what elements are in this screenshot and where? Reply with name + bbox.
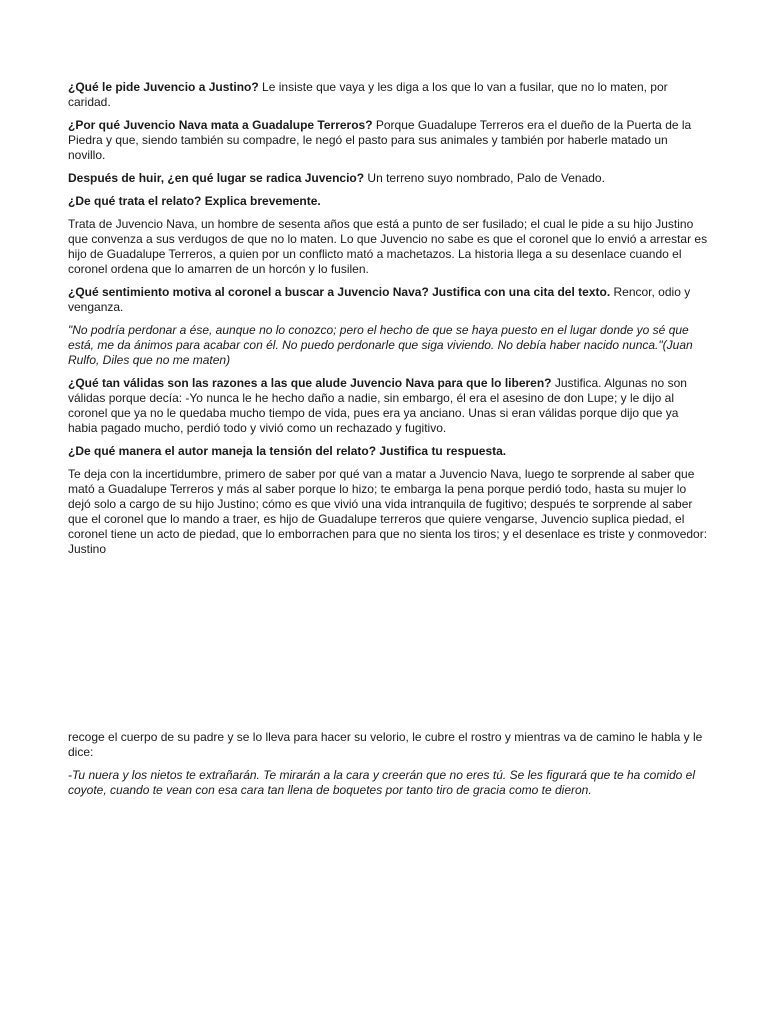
qa-block-2 <box>68 118 708 163</box>
answer-text: Le insiste que vaya y les diga a los que lo van a fusilar, que no lo maten, por caridad. <box>68 80 668 109</box>
answer-text: Porque Guadalupe Terreros era el dueño de la Puerta de la Piedra y que, siendo también su compadre, le negó el pasto para sus animales y también por haberle matado un novillo. <box>68 118 692 162</box>
answer-paragraph-continued <box>68 730 708 760</box>
document-page <box>68 80 708 806</box>
qa-block-7 <box>68 444 708 459</box>
answer-text: Justifica. Algunas no son válidas porque decía: -Yo nunca le he hecho daño a nadie, sin embargo, él era el asesino de don Lupe; y le dijo al coronel que ya no le quedaba mucho tiempo de vida, pues era ya anciano. Unas si eran válidas porque dijo que ya habia pagado mucho, perdió todo y vivió como un rechazado y fugitivo. <box>68 376 687 435</box>
answer-text: Un terreno suyo nombrado, Palo de Venado. <box>364 171 605 185</box>
qa-block-1 <box>68 80 708 110</box>
qa-block-6 <box>68 376 708 436</box>
qa-block-3 <box>68 171 708 186</box>
question-text: Después de huir, ¿en qué lugar se radica Juvencio? <box>68 171 365 185</box>
question-text: ¿De qué trata el relato? Explica brevemente. <box>68 194 321 208</box>
quote-text: "No podría perdonar a ése, aunque no lo conozco; pero el hecho de que se haya puesto en el lugar donde yo sé que está, me da ánimos para acabar con él. No puedo perdonarle que siga viviendo. No debía haber nacido nunca."(Juan Rulfo, Diles que no me maten) <box>68 323 693 367</box>
answer-text: Te deja con la incertidumbre, primero de saber por qué van a matar a Juvencio Nava, luego te sorprende al saber que mató a Guadalupe Terreros y más al saber porque lo hizo; te embarga la pena porque perdió todo, hasta su mujer lo dejó solo a cargo de su hijo Justino; cómo es que vivió una vida intranquila de fugitivo; después te sorprende al saber que el coronel que lo mando a traer, es hijo de Guadalupe terreros que quiere vengarse, Juvencio suplica piedad, el coronel tiene un acto de piedad, que lo emborrachen para que no sienta los tiros; y el desenlace es triste y conmovedor: Justino <box>68 467 708 556</box>
answer-paragraph <box>68 217 708 277</box>
question-text: ¿Por qué Juvencio Nava mata a Guadalupe Terreros? <box>68 118 373 132</box>
qa-block-4 <box>68 194 708 209</box>
page-gap <box>68 565 708 730</box>
qa-block-5 <box>68 285 708 315</box>
quote-paragraph <box>68 768 708 798</box>
answer-paragraph <box>68 467 708 557</box>
answer-text: recoge el cuerpo de su padre y se lo lleva para hacer su velorio, le cubre el rostro y mientras va de camino le habla y le dice: <box>68 730 703 759</box>
quote-paragraph <box>68 323 708 368</box>
question-text: ¿Qué tan válidas son las razones a las que alude Juvencio Nava para que lo liberen? <box>68 376 552 390</box>
answer-text: Trata de Juvencio Nava, un hombre de sesenta años que está a punto de ser fusilado; el cual le pide a su hijo Justino que convenza a sus verdugos de que no lo maten. Lo que Juvencio no sabe es que el coronel que lo envió a arrestar es hijo de Guadalupe Terreros, a quien por un conflicto mató a machetazos. La historia llega a su desenlace cuando el coronel ordena que lo amarren de un horcón y lo fusilen. <box>68 217 708 276</box>
question-text: ¿De qué manera el autor maneja la tensión del relato? Justifica tu respuesta. <box>68 444 507 458</box>
quote-text: -Tu nuera y los nietos te extrañarán. Te mirarán a la cara y creerán que no eres tú. Se les figurará que te ha comido el coyote, cuando te vean con esa cara tan llena de boquetes por tanto tiro de gracia como te dieron. <box>68 768 696 797</box>
question-text: ¿Qué le pide Juvencio a Justino? <box>68 80 259 94</box>
question-text: ¿Qué sentimiento motiva al coronel a buscar a Juvencio Nava? Justifica con una cita del texto. <box>68 285 611 299</box>
answer-text: Rencor, odio y venganza. <box>68 285 691 314</box>
